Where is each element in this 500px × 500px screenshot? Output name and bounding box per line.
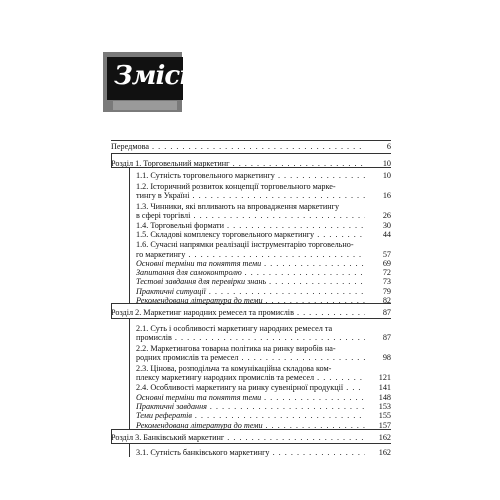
contents-badge: [103, 52, 206, 112]
toc-entry-page: 157: [378, 421, 391, 430]
toc-entry-title: Рекомендована література до теми . . .: [136, 421, 365, 430]
toc-entry-page: 153: [378, 402, 391, 411]
toc-entry-title: 2.2. Маркетингова товарна політика на ринку виробів на-: [136, 344, 336, 353]
toc-entry-title: Розділ 2. Маркетинг народних ремесел та промислів . . .: [111, 308, 365, 317]
toc-frame: [111, 153, 392, 167]
toc-entry-title: Практичні ситуації . . .: [136, 287, 365, 296]
toc-entry-page: 148: [378, 393, 391, 402]
toc-entry-title: тингу в Україні . . .: [136, 191, 365, 200]
toc-frame: [129, 318, 392, 429]
toc-entry-page: 10: [382, 171, 391, 180]
toc-entry-page: 141: [378, 383, 391, 392]
toc-entry-title: промислів . . .: [136, 333, 365, 342]
toc-entry-page: 16: [382, 191, 391, 200]
toc-rule: [111, 140, 391, 141]
toc-entry-page: 82: [382, 296, 391, 305]
toc-entry-title: 3.1. Сутність банківського маркетингу . . .: [136, 448, 365, 457]
toc-entry-title: Основні терміни та поняття теми . . .: [136, 259, 365, 268]
toc-frame: [111, 429, 392, 443]
toc-entry-title: Теми рефератів . . .: [136, 411, 365, 420]
toc-frame: [129, 167, 392, 303]
toc-entry-page: 44: [382, 230, 391, 239]
toc-entry-title: Практичні завдання . . .: [136, 402, 365, 411]
toc-entry-title: 1.3. Чинники, які впливають на впровадження маркетингу: [136, 202, 340, 211]
toc-entry-page: 30: [382, 221, 391, 230]
toc-entry-title: в сфері торгівлі . . .: [136, 211, 365, 220]
toc-entry-page: 79: [382, 287, 391, 296]
toc-entry-title: Запитання для самоконтролю . . .: [136, 268, 365, 277]
toc-entry-title: го маркетингу . . .: [136, 250, 365, 259]
toc-entry-title: Передмова . . .: [111, 142, 365, 151]
toc-frame: [111, 303, 392, 318]
toc-entry-title: родних промислів та ремесел . . .: [136, 353, 365, 362]
toc-entry-page: 6: [386, 142, 391, 151]
toc-entry-title: 2.4. Особливості маркетингу на ринку сувенірної продукції . . .: [136, 383, 365, 392]
toc-entry-title: 1.2. Історичний розвиток концепції торговельного марке-: [136, 182, 336, 191]
toc-entry-title: Основні терміни та поняття теми . . .: [136, 393, 365, 402]
toc-entry-page: 69: [382, 259, 391, 268]
toc-entry-page: 121: [378, 373, 391, 382]
toc-entry-title: Рекомендована література до теми . . .: [136, 296, 365, 305]
toc-entry-title: Розділ 3. Банківський маркетинг . . .: [111, 433, 365, 442]
toc-entry-page: 10: [382, 159, 391, 168]
toc-entry-page: 98: [382, 353, 391, 362]
toc-entry-title: 1.1. Сутність торговельного маркетингу . . .: [136, 171, 365, 180]
toc-entry-page: 26: [382, 211, 391, 220]
toc-entry-page: 73: [382, 277, 391, 286]
toc-entry-page: 162: [378, 433, 391, 442]
toc-entry-page: 162: [378, 448, 391, 457]
toc-entry-page: 155: [378, 411, 391, 420]
contents-title: Зміст: [114, 61, 206, 91]
toc-entry-title: Розділ 1. Торговельний маркетинг . . .: [111, 159, 365, 168]
toc-entry-page: 87: [382, 333, 391, 342]
toc-frame: [129, 443, 392, 457]
toc-entry-title: 1.4. Торговельні формати . . .: [136, 221, 365, 230]
toc-entry-title: 1.6. Сучасні напрямки реалізації інструментарію торговельно-: [136, 240, 354, 249]
toc-entry-title: 1.5. Складові комплексу торговельного маркетингу . . .: [136, 230, 365, 239]
toc-entry-page: 57: [382, 250, 391, 259]
toc-entry-page: 72: [382, 268, 391, 277]
toc-entry-page: 87: [382, 308, 391, 317]
toc-entry-title: 2.1. Суть і особливості маркетингу народних ремесел та: [136, 324, 333, 333]
toc-entry-title: плексу маркетингу народних промислів та ремесел . . .: [136, 373, 365, 382]
toc-entry-title: Тестові завдання для перевірки знань . . .: [136, 277, 365, 286]
toc-entry-title: 2.3. Цінова, розподільча та комунікаційна складова ком-: [136, 364, 332, 373]
contents-badge-inner: [107, 57, 206, 100]
